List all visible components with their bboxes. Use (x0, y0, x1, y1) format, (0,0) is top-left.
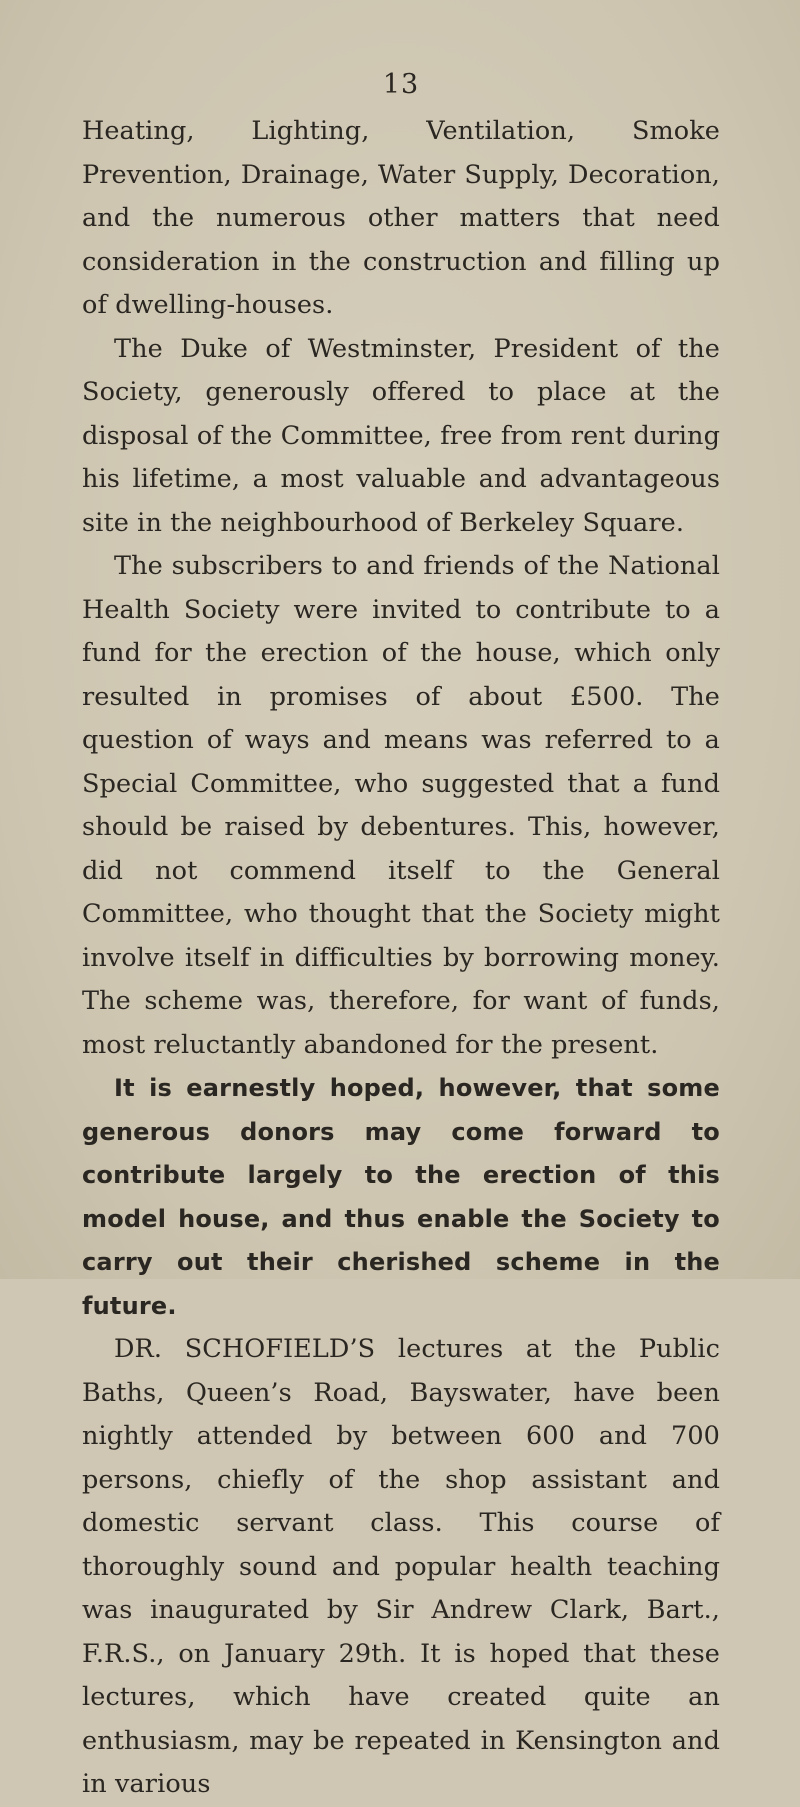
paragraph-continuation: Heating, Lighting, Ventilation, Smoke Prevention, Drainage, Water Supply, Decoration, and the numerous other matters that need consideration in the construction and filling up of dwelling-houses. (82, 116, 720, 320)
paragraph-schofield-lectures: DR. SCHOFIELD’S lectures at the Public Baths, Queen’s Road, Bayswater, have been nightly attended by between 600 and 700 persons, chiefly of the shop assistant and domestic servant class. This course of thoroughly sound and popular health teaching was inaugurated by Sir Andrew Clark, Bart., F.R.S., on January 29th. It is hoped that these lectures, which have created quite an enthusiasm, may be repeated in Kensington and in various (82, 1334, 720, 1799)
paragraph-subscribers: The subscribers to and friends of the National Health Society were invited to contribute to a fund for the erection of the house, which only resulted in promises of about £500. The question of ways and means was referred to a Special Committee, who suggested that a fund should be raised by debentures. This, however, did not commend itself to the General Committee, who thought that the Society might involve itself in difficulties by borrowing money. The scheme was, therefore, for want of funds, most reluctantly abandoned for the present. (82, 551, 720, 1060)
page-number: 13 (382, 69, 420, 100)
paragraph-appeal: It is earnestly hoped, however, that some generous donors may come forward to contribute largely to the erection of this model house, and thus enable the Society to carry out their cherished scheme in the future. (82, 1074, 720, 1320)
paragraph-duke-westminster: The Duke of Westminster, President of the Society, generously offered to place at the disposal of the Committee, free from rent during his lifetime, a most valuable and advantageous site in the neighbourhood of Berkeley Square. (82, 333, 720, 538)
